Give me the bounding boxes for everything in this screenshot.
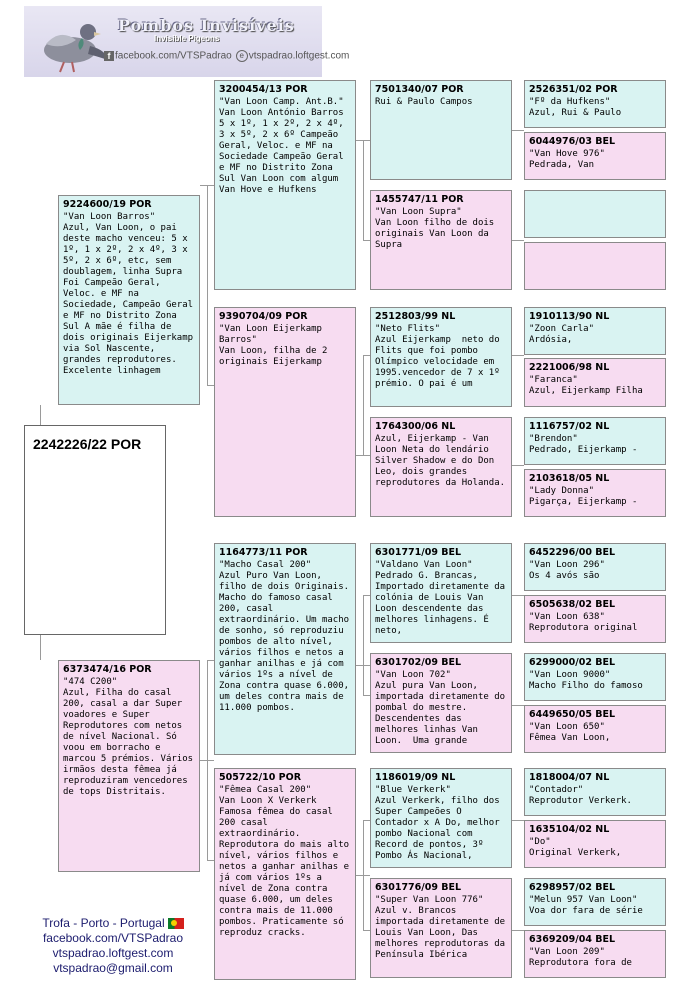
ggg-box: [524, 80, 666, 128]
sire-box: [58, 195, 200, 405]
ring-number: 1764300/06 NL: [375, 421, 456, 432]
pedigree-text: "Fº da Hufkens" Azul, Rui & Paulo: [529, 97, 622, 118]
pedigree-text: Rui & Paulo Campos: [375, 97, 473, 107]
pedigree-text: "Van Loon 209" Reprodutora fora de: [529, 947, 632, 968]
ring-number: 6449650/05 BEL: [529, 709, 616, 720]
connector: [207, 660, 214, 661]
gg-box: [370, 80, 512, 180]
contact-footer: [18, 916, 208, 976]
banner-title: Pombos Invisíveis: [118, 16, 295, 35]
ring-number: 1116757/02 NL: [529, 421, 610, 432]
connector: [40, 635, 41, 660]
ring-number: 6373474/16 POR: [63, 664, 152, 675]
ggg-box: [524, 417, 666, 465]
pedigree-text: "Neto Flits" Azul Eijerkamp neto do Flits que foi pombo Olímpico velocidade em 1995.vencedor de 7 x 1º prémio. O pai é um: [375, 324, 500, 389]
pedigree-text: "Van Loon 650" Fêmea Van Loon,: [529, 722, 611, 743]
ring-number: 505722/10 POR: [219, 772, 302, 783]
gg-box: [370, 878, 512, 978]
website-link[interactable]: vtspadrao.loftgest.com: [52, 946, 174, 960]
ggg-box: [524, 878, 666, 926]
connector: [363, 355, 364, 455]
connector: [512, 465, 524, 466]
connector: [363, 355, 370, 356]
website-icon: e: [236, 50, 248, 62]
ring-number: 2526351/02 POR: [529, 84, 618, 95]
connector: [512, 595, 524, 596]
ggg-box: [524, 132, 666, 180]
ring-number: 2221006/98 NL: [529, 362, 610, 373]
gg-box: [370, 543, 512, 643]
connector: [356, 455, 370, 456]
ring-number: 1635104/02 NL: [529, 824, 610, 835]
subject-box: [24, 425, 166, 635]
portugal-flag-icon: [168, 918, 184, 929]
pedigree-text: "Blue Verkerk" Azul Verkerk, filho dos Super Campeões O Contador x A Do, melhor pombo Nacional com Record de pontos, 3º Pombo Ás Nacional,: [375, 785, 500, 861]
ring-number: 9224600/19 POR: [63, 199, 152, 210]
pedigree-text: "Contador" Reprodutor Verkerk.: [529, 785, 632, 806]
ring-number: 6301771/09 BEL: [375, 547, 462, 558]
ring-number: 6299000/02 BEL: [529, 657, 616, 668]
ring-number: 1164773/11 POR: [219, 547, 308, 558]
ggg-box: [524, 820, 666, 868]
connector: [512, 130, 524, 131]
dam-sire-box: [214, 543, 356, 755]
banner-subtitle: Invisible Pigeons: [154, 34, 220, 43]
connector: [207, 185, 208, 385]
pedigree-text: "Van Loon 296" Os 4 avós são: [529, 560, 605, 581]
ggg-box: [524, 190, 666, 238]
facebook-icon: f: [104, 51, 114, 61]
connector: [363, 595, 364, 695]
banner-facebook[interactable]: facebook.com/VTSPadrao: [115, 50, 232, 62]
connector: [512, 820, 524, 821]
ring-number: 2103618/05 NL: [529, 473, 610, 484]
connector: [207, 660, 208, 860]
connector: [512, 705, 524, 706]
pedigree-text: "Lady Donna" Pigarça, Eijerkamp -: [529, 486, 638, 507]
pedigree-text: "Fêmea Casal 200" Van Loon X Verkerk Famosa fêmea do casal 200 casal extraordinário. Reprodutora do mais alto nível, vários filhos e netos a ganhar anilhas e já com vários 1ºs a nível de Zona contra quase 6.000, um deles contra mais de 11.000 pombos. Praticamente só reproduz cracks.: [219, 785, 350, 938]
connector: [207, 860, 214, 861]
ring-number: 1455747/11 POR: [375, 194, 464, 205]
banner-logo: [24, 6, 350, 77]
pedigree-text: "Van Loon Camp. Ant.B." Van Loon António Barros 5 x 1º, 1 x 2º, 2 x 4º, 3 x 5º, 2 x 6º Campeão Geral, Veloc. e MF na Sociedade Campeão Geral e MF no Distrito Zona Sul Van Loon com algum Van Hove e Hufkens: [219, 97, 344, 195]
pedigree-text: "Valdano Van Loon" Pedrado G. Brancas, Importado diretamente da colónia de Louis Van Loon descendente das melhores linhagens. É neto,: [375, 560, 506, 636]
connector: [363, 140, 364, 240]
ggg-box: [524, 768, 666, 816]
ring-number: 6452296/00 BEL: [529, 547, 616, 558]
ggg-box: [524, 705, 666, 753]
pedigree-text: "474 C200" Azul, Filha do casal 200, casal a dar Super voadores e Super Reprodutores com netos de nível Nacional. Só voou em borracho e marcou 5 prémios. Vários irmãos desta fêmea já reproduziram vencedores de tops Distritais.: [63, 677, 194, 797]
ring-number: 6505638/02 BEL: [529, 599, 616, 610]
connector: [512, 930, 524, 931]
pedigree-text: "Brendon" Pedrado, Eijerkamp -: [529, 434, 638, 455]
pedigree-text: "Van Hove 976" Pedrada, Van: [529, 149, 605, 170]
ring-number: 3200454/13 POR: [219, 84, 308, 95]
ggg-box: [524, 242, 666, 290]
connector: [207, 385, 214, 386]
dam-dam-box: [214, 768, 356, 980]
pedigree-text: "Do" Original Verkerk,: [529, 837, 622, 858]
subject-ring: 2242226/22 POR: [33, 436, 142, 452]
ggg-box: [524, 595, 666, 643]
ring-number: 6301776/09 BEL: [375, 882, 462, 893]
connector: [363, 820, 364, 930]
connector: [363, 595, 370, 596]
pedigree-text: "Van Loon Eijerkamp Barros" Van Loon, filha de 2 originais Eijerkamp: [219, 324, 328, 367]
connector: [363, 695, 370, 696]
pedigree-text: "Zoon Carla" Ardósia,: [529, 324, 595, 345]
connector: [512, 355, 524, 356]
dam-box: [58, 660, 200, 872]
ring-number: 6298957/02 BEL: [529, 882, 616, 893]
ggg-box: [524, 543, 666, 591]
banner-site[interactable]: vtspadrao.loftgest.com: [248, 50, 350, 62]
ring-number: 2512803/99 NL: [375, 311, 456, 322]
pedigree-text: "Van Loon 638" Reprodutora original: [529, 612, 638, 633]
ring-number: 6301702/09 BEL: [375, 657, 462, 668]
pedigree-text: "Super Van Loon 776" Azul v. Brancos importada diretamente de Louis Van Loon, Das melhores reprodutoras da Península Ibérica: [375, 895, 506, 960]
pigeon-icon: [30, 10, 110, 76]
ring-number: 1818004/07 NL: [529, 772, 610, 783]
ring-number: 9390704/09 POR: [219, 311, 308, 322]
connector: [512, 240, 524, 241]
ggg-box: [524, 358, 666, 407]
sire-sire-box: [214, 80, 356, 290]
gg-box: [370, 417, 512, 517]
ggg-box: [524, 930, 666, 978]
ggg-box: [524, 653, 666, 701]
ggg-box: [524, 307, 666, 355]
ggg-box: [524, 469, 666, 517]
email-link[interactable]: vtspadrao@gmail.com: [53, 961, 173, 975]
gg-box: [370, 653, 512, 753]
pedigree-text: "Van Loon 9000" Macho Filho do famoso: [529, 670, 643, 691]
sire-dam-box: [214, 307, 356, 517]
connector: [363, 820, 370, 821]
facebook-link[interactable]: facebook.com/VTSPadrao: [42, 931, 184, 945]
connector: [363, 240, 370, 241]
pedigree-text: "Melun 957 Van Loon" Voa dor fara de série: [529, 895, 643, 916]
pedigree-text: "Van Loon Barros" Azul, Van Loon, o pai deste macho venceu: 5 x 1º, 1 x 2º, 2 x 4º, 3 x 5º, 2 x 6º, etc, sem doublagem, linha Supra Foi Campeão Geral, Veloc. e MF na Sociedade, Campeão Geral e MF no Distrito Zona Sul A mãe é filha de dois originais Eijerkamp via Sol Nascente, grandes reprodutores. Excelente linhagem: [63, 212, 194, 376]
pedigree-text: Azul, Eijerkamp - Van Loon Neta do lendário Silver Shadow e do Don Leo, dois grandes reprodutores da Holanda.: [375, 434, 506, 488]
ring-number: 1910113/90 NL: [529, 311, 610, 322]
banner-links: [104, 50, 349, 62]
gg-box: [370, 190, 512, 290]
gg-box: [370, 768, 512, 868]
ring-number: 6044976/03 BEL: [529, 136, 616, 147]
pedigree-text: "Van Loon 702" Azul pura Van Loon, importada diretamente do pombal do mestre. Descendentes das melhores linhas Van Loon. Uma grande: [375, 670, 506, 746]
location-text: Trofa - Porto - Portugal: [42, 916, 165, 930]
ring-number: 6369209/04 BEL: [529, 934, 616, 945]
pedigree-text: "Faranca" Azul, Eijerkamp Filha: [529, 375, 643, 396]
ring-number: 7501340/07 POR: [375, 84, 464, 95]
connector: [40, 405, 41, 425]
connector: [363, 930, 370, 931]
pedigree-text: "Van Loon Supra" Van Loon filho de dois originais Van Loon da Supra: [375, 207, 495, 250]
gg-box: [370, 307, 512, 407]
pedigree-text: "Macho Casal 200" Azul Puro Van Loon, filho de dois Originais. Macho do famoso casal 200, casal extraordinário. Um macho de sonho, só reproduziu pombos de alto nível, vários filhos e netos a ganhar anilhas e já com vários 1ºs a nível de Zona contra quase 6.000, um deles contra mais de 11.000 pombos.: [219, 560, 350, 713]
ring-number: 1186019/09 NL: [375, 772, 456, 783]
